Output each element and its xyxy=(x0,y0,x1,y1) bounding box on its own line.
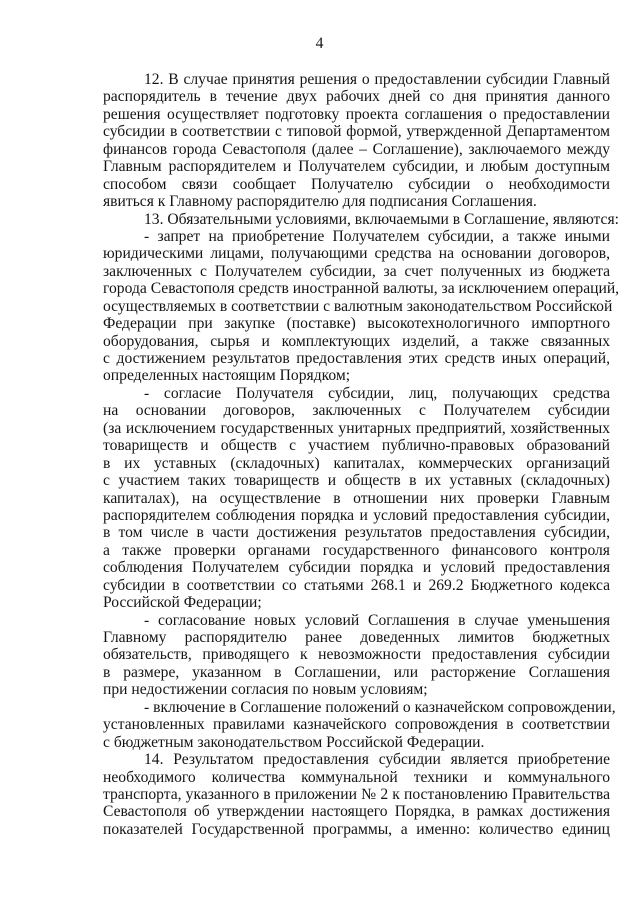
text-line: в том числе в части достижения результатов предоставления субсидии, xyxy=(103,524,610,542)
text-line: в размере, указанном в Соглашении, или расторжение Соглашения xyxy=(103,663,610,681)
page-number: 4 xyxy=(315,35,324,52)
text-line: капиталах), на осуществление в отношении них проверки Главным xyxy=(103,489,610,507)
text-line: субсидии в соответствии с типовой формой, утвержденной Департаментом xyxy=(103,123,610,141)
text-line: определенных настоящим Порядком; xyxy=(103,367,351,385)
text-line: города Севастополя средств иностранной валюты, за исключением операций, xyxy=(103,280,620,298)
document-body xyxy=(103,71,620,838)
text-line: обязательств, приводящего к невозможности предоставления субсидии xyxy=(103,646,610,664)
text-line: (за исключением государственных унитарных предприятий, хозяйственных xyxy=(103,419,610,437)
text-line: Федерации при закупке (поставке) высокотехнологичного импортного xyxy=(103,315,610,333)
text-line: показателей Государственной программы, а именно: количество единиц xyxy=(103,820,610,838)
text-line: 13. Обязательными условиями, включаемыми в Соглашение, являются: xyxy=(144,210,619,228)
text-line: Главным распорядителем и Получателем субсидии, и любым доступным xyxy=(103,158,610,176)
text-line: явиться к Главному распорядителю для подписания Соглашения. xyxy=(103,193,537,211)
text-line: 12. В случае принятия решения о предоставлении субсидии Главный xyxy=(144,71,610,88)
text-line: с участием таких товариществ и обществ в их уставных (складочных) xyxy=(103,472,610,490)
text-line: субсидии в соответствии со статьями 268.1 и 269.2 Бюджетного кодекса xyxy=(103,576,610,594)
text-line: в их уставных (складочных) капиталах, коммерческих организаций xyxy=(103,454,610,472)
text-line: решения осуществляет подготовку проекта соглашения о предоставлении xyxy=(103,105,610,123)
text-line: товариществ и обществ с участием публично-правовых образований xyxy=(103,437,610,455)
text-line: юридическими лицами, получающими средства на основании договоров, xyxy=(103,245,610,263)
text-line: с достижением результатов предоставления этих средств иных операций, xyxy=(103,350,610,367)
text-line: способом связи сообщает Получателю субсидии о необходимости xyxy=(103,175,610,193)
text-line: - согласование новых условий Соглашения в случае уменьшения xyxy=(144,611,610,629)
text-line: Севастополя об утверждении настоящего Порядка, в рамках достижения xyxy=(103,803,610,821)
text-line: финансов города Севастополя (далее – Соглашение), заключаемого между xyxy=(103,140,610,158)
text-line: Главному распорядителю ранее доведенных лимитов бюджетных xyxy=(103,629,610,646)
text-line: с бюджетным законодательством Российской Федерации. xyxy=(103,733,485,751)
text-line: на основании договоров, заключенных с Получателем субсидии xyxy=(103,402,610,420)
text-line: транспорта, указанного в приложении № 2 к постановлению Правительства xyxy=(103,785,610,803)
text-line: оборудования, сырья и комплектующих изделий, а также связанных xyxy=(103,332,610,350)
text-line: осуществляемых в соответствии с валютным законодательством Российской xyxy=(103,297,613,315)
text-line: - включение в Соглашение положений о казначейском сопровождении, xyxy=(144,698,616,716)
text-line: необходимого количества коммунальной техники и коммунального xyxy=(103,768,610,786)
text-line: - согласие Получателя субсидии, лиц, получающих средства xyxy=(144,384,610,402)
text-line: при недостижении согласия по новым условиям; xyxy=(103,681,428,699)
text-line: заключенных с Получателем субсидии, за счет полученных из бюджета xyxy=(103,262,610,280)
text-line: распорядитель в течение двух рабочих дней со дня принятия данного xyxy=(103,88,610,106)
text-line: Российской Федерации; xyxy=(103,594,262,612)
text-line: а также проверки органами государственного финансового контроля xyxy=(103,541,610,559)
text-line: установленных правилами казначейского сопровождения в соответствии xyxy=(103,716,610,734)
text-line: - запрет на приобретение Получателем субсидии, а также иными xyxy=(144,227,610,245)
text-line: распорядителем соблюдения порядка и условий предоставления субсидии, xyxy=(103,506,610,524)
text-line: соблюдения Получателем субсидии порядка и условий предоставления xyxy=(103,559,610,577)
text-line: 14. Результатом предоставления субсидии является приобретение xyxy=(144,751,610,769)
